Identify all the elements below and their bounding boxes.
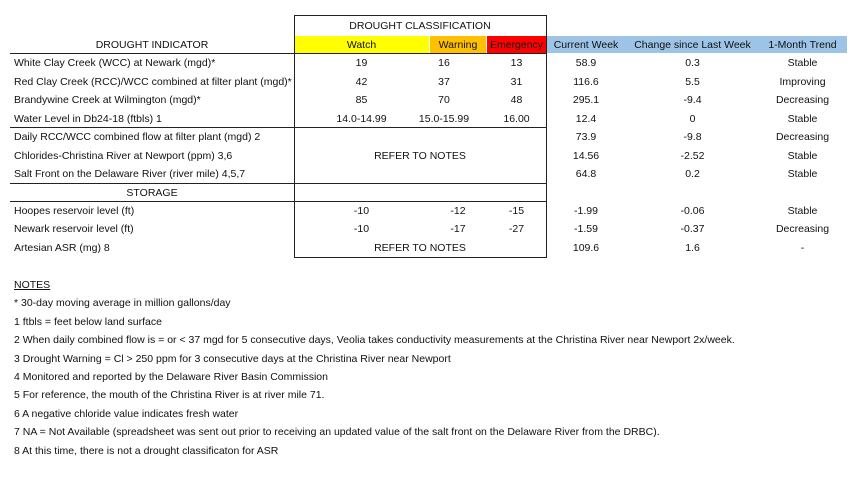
rule-storage-bottom: [10, 201, 547, 202]
change-value: 0.2: [685, 168, 700, 180]
current-week-value: 116.6: [573, 76, 599, 88]
warning-value: 16: [438, 57, 450, 69]
warning-value: 37: [438, 76, 450, 88]
change-value: 1.6: [685, 242, 700, 254]
indicator-label: Chlorides-Christina River at Newport (ppm) 3,6: [14, 150, 233, 162]
storage-label: Newark reservoir level (ft): [14, 223, 134, 235]
trend-value: Stable: [787, 113, 818, 125]
one-month-trend-heading: 1-Month Trend: [768, 39, 837, 51]
note-item: 6 A negative chloride value indicates fresh water: [14, 408, 239, 420]
indicator-label: Daily RCC/WCC combined flow at filter plant (mgd) 2: [14, 131, 261, 143]
emergency-value: 31: [510, 76, 523, 88]
storage-heading: STORAGE: [126, 187, 178, 199]
refer-to-notes: REFER TO NOTES: [374, 242, 466, 254]
note-item: 8 At this time, there is not a drought classificaton for ASR: [14, 445, 279, 457]
indicator-label: Water Level in Db24-18 (ftbls) 1: [14, 113, 162, 125]
change-value: -9.4: [683, 94, 702, 106]
trend-value: Stable: [787, 57, 818, 69]
drought-indicator-heading: DROUGHT INDICATOR: [95, 39, 209, 51]
change-value: -0.06: [680, 205, 705, 217]
change-value: 5.5: [685, 76, 700, 88]
rule-left-classification: [294, 15, 295, 258]
rule-top-classification: [294, 15, 547, 16]
current-week-value: 12.4: [575, 113, 597, 125]
note-item: 4 Monitored and reported by the Delaware River Basin Commission: [14, 371, 328, 383]
trend-value: Decreasing: [775, 223, 830, 235]
current-week-value: 58.9: [575, 57, 597, 69]
watch-value: -10: [353, 223, 370, 235]
change-value: -9.8: [683, 131, 702, 143]
notes-title: NOTES: [14, 279, 51, 291]
rule-table-bottom: [294, 257, 547, 258]
drought-classification-heading: DROUGHT CLASSIFICATION: [349, 20, 491, 32]
rule-after-water-level: [10, 127, 547, 128]
watch-heading: Watch: [346, 39, 377, 51]
warning-value: 70: [438, 94, 450, 106]
current-week-value: 295.1: [572, 94, 600, 106]
warning-heading: Warning: [438, 39, 478, 51]
rule-header-bottom: [10, 53, 547, 54]
watch-value: 14.0-14.99: [336, 113, 387, 125]
watch-value: 42: [355, 76, 368, 88]
trend-value: Decreasing: [775, 94, 830, 106]
storage-label: Hoopes reservoir level (ft): [14, 205, 135, 217]
watch-value: -10: [353, 205, 370, 217]
current-week-value: -1.59: [574, 223, 598, 235]
trend-value: Stable: [787, 168, 818, 180]
trend-value: -: [800, 242, 805, 254]
current-week-value: 64.8: [575, 168, 597, 180]
current-week-value: 14.56: [572, 150, 600, 162]
indicator-label: Salt Front on the Delaware River (river mile) 4,5,7: [14, 168, 246, 180]
storage-label: Artesian ASR (mg) 8: [14, 242, 110, 254]
trend-value: Stable: [787, 150, 818, 162]
change-value: 0.3: [685, 57, 700, 69]
note-item: 1 ftbls = feet below land surface: [14, 316, 162, 328]
current-week-value: -1.99: [574, 205, 598, 217]
trend-value: Improving: [779, 76, 826, 88]
emergency-value: 16.00: [503, 113, 530, 125]
change-value: -2.52: [680, 150, 705, 162]
note-item: 2 When daily combined flow is = or < 37 mgd for 5 consecutive days, Veolia takes conductivity measurements at the Christina River near Newport 2x/week.: [14, 334, 735, 346]
warning-value: -17: [450, 223, 466, 235]
emergency-value: 13: [510, 57, 523, 69]
warning-value: -12: [450, 205, 466, 217]
note-item: 5 For reference, the mouth of the Christina River is at river mile 71.: [14, 389, 325, 401]
warning-value: 15.0-15.99: [418, 113, 470, 125]
emergency-value: -27: [508, 223, 525, 235]
change-since-last-week-heading: Change since Last Week: [634, 39, 751, 51]
trend-value: Stable: [787, 205, 818, 217]
trend-value: Decreasing: [775, 131, 830, 143]
emergency-value: -15: [508, 205, 525, 217]
indicator-label: Red Clay Creek (RCC)/WCC combined at filter plant (mgd)*: [14, 76, 292, 88]
indicator-label: Brandywine Creek at Wilmington (mgd)*: [14, 94, 201, 106]
note-item: 7 NA = Not Available (spreadsheet was sent out prior to receiving an updated value of the salt front on the Delaware River from the DRBC).: [14, 426, 660, 438]
indicator-label: White Clay Creek (WCC) at Newark (mgd)*: [14, 57, 216, 69]
current-week-heading: Current Week: [553, 39, 619, 51]
change-value: 0: [689, 113, 696, 125]
watch-value: 85: [355, 94, 368, 106]
change-value: -0.37: [680, 223, 705, 235]
emergency-heading: Emergency: [489, 39, 544, 51]
refer-to-notes: REFER TO NOTES: [374, 150, 466, 162]
watch-value: 19: [355, 57, 368, 69]
current-week-value: 73.9: [575, 131, 597, 143]
note-item: 3 Drought Warning = Cl > 250 ppm for 3 consecutive days at the Christina River near Newport: [14, 353, 451, 365]
emergency-value: 48: [510, 94, 523, 106]
current-week-value: 109.6: [572, 242, 600, 254]
rule-storage-top: [10, 183, 547, 184]
note-item: * 30-day moving average in million gallons/day: [14, 297, 231, 309]
